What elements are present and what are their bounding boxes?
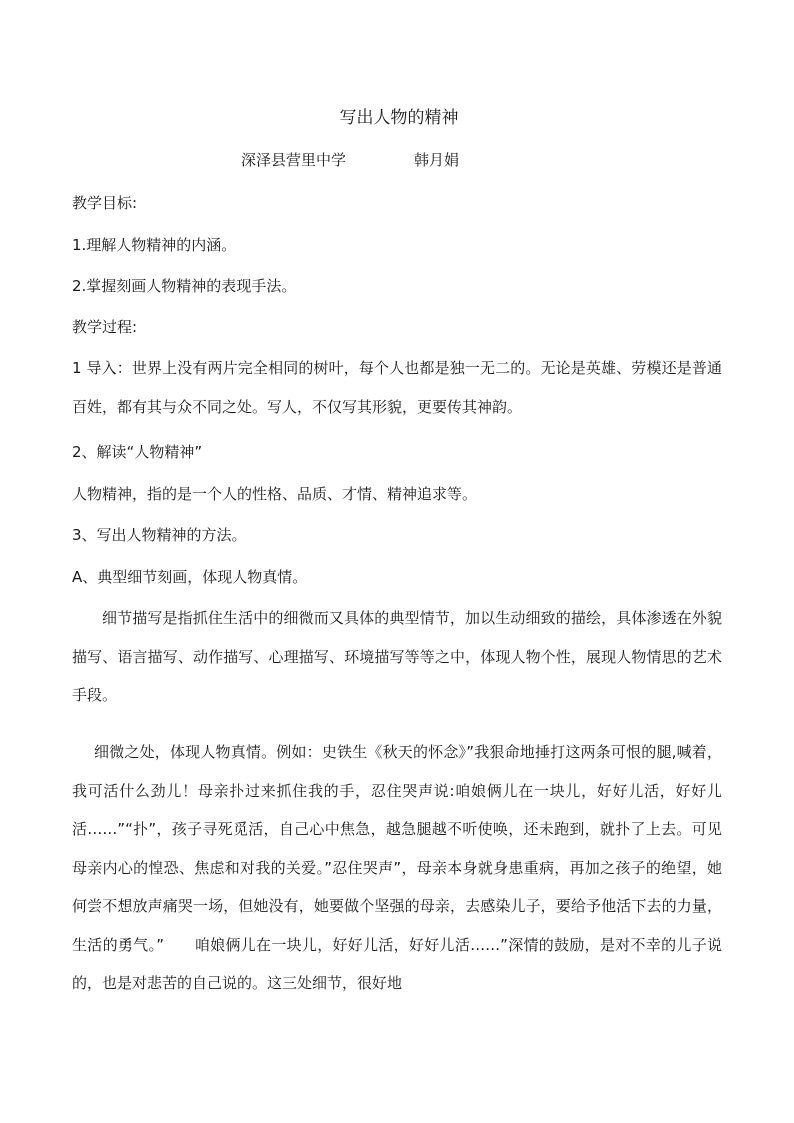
goal-item-2: 2.掌握刻画人物精神的表现手法。 xyxy=(72,277,297,295)
section-2-text: 人物精神，指的是一个人的性格、品质、才情、精神追求等。 xyxy=(72,485,478,503)
author-name: 韩月娟 xyxy=(414,151,460,169)
detail-definition-paragraph: 细节描写是指抓住生活中的细微而又具体的典型情节，加以生动细致的描绘，具体渗透在外貌描写、语言描写、动作描写、心理描写、环境描写等等之中，体现人物个性，展现人物情思的艺术手段。 xyxy=(72,609,722,704)
goals-heading: 教学目标: xyxy=(72,194,138,212)
process-heading: 教学过程: xyxy=(72,318,138,336)
section-2-heading: 2、解读“人物精神” xyxy=(72,443,203,461)
document-title: 写出人物的精神 xyxy=(339,108,459,128)
section-3-heading: 3、写出人物精神的方法。 xyxy=(72,526,247,544)
example-paragraph: 细微之处，体现人物真情。例如：史铁生《秋天的怀念》”我狠命地捶打这两条可恨的腿,喊着，我可活什么劲儿！母亲扑过来抓住我的手，忍住哭声说:咱娘俩儿在一块儿，好好儿活，好好儿活……”“扑”，孩子寻死觅活，自己心中焦急，越急腿越不听使唤，还未跑到，就扑了上去。可见母亲内心的惶恐、焦虑和对我的关爱。”忍住哭声”，母亲本身就身患重病，再加之孩子的绝望，她何尝不想放声痛哭一场，但她没有，她要做个坚强的母亲，去感染儿子，要给予他活下去的力量，生活的勇气。” 咱娘俩儿在一块儿，好好儿活，好好儿活……”深情的鼓励，是对不幸的儿子说的，也是对悲苦的自己说的。这三处细节，很好地 xyxy=(72,743,722,992)
school-name: 深泽县营里中学 xyxy=(241,151,347,169)
intro-paragraph: 1 导入：世界上没有两片完全相同的树叶，每个人也都是独一无二的。无论是英雄、劳模还是普通百姓，都有其与众不同之处。写人，不仅写其形貌，更要传其神韵。 xyxy=(72,359,722,416)
goal-item-1: 1.理解人物精神的内涵。 xyxy=(72,236,237,254)
method-a-heading: A、典型细节刻画，体现人物真情。 xyxy=(72,568,308,586)
